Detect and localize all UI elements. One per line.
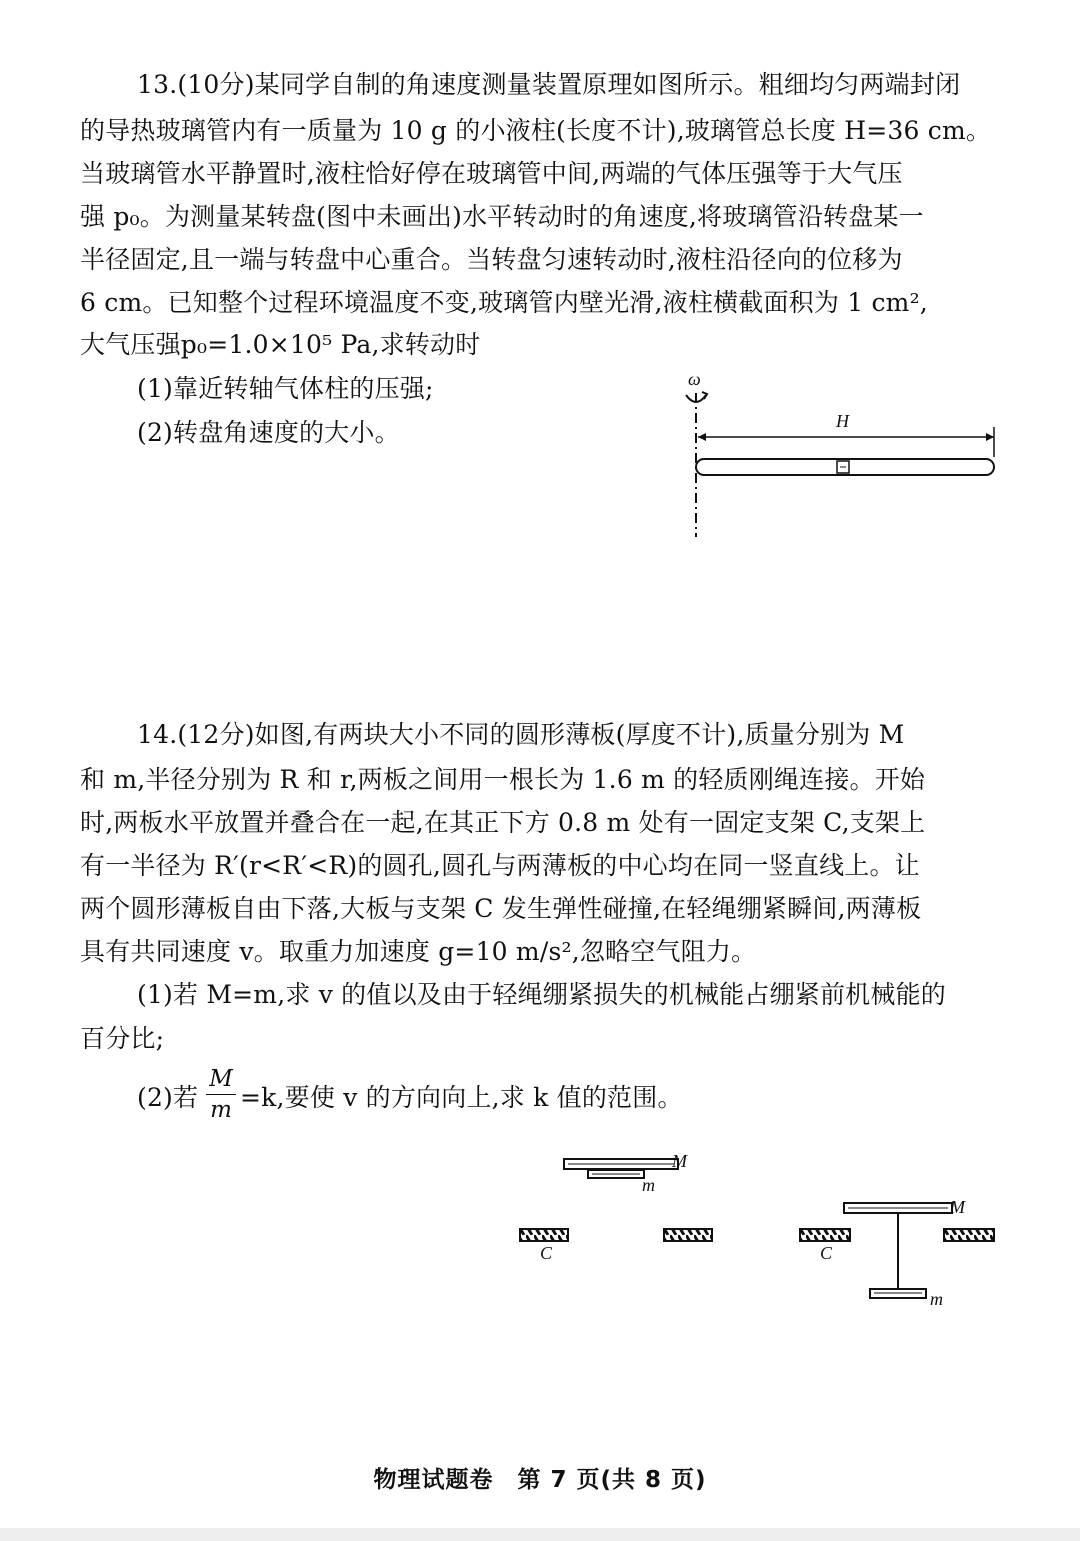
label-C-left: C bbox=[540, 1243, 553, 1263]
q14-sub-2-prefix: (2)若 bbox=[137, 1083, 199, 1112]
scan-edge bbox=[0, 1528, 1080, 1541]
mass-ratio-fraction bbox=[204, 1066, 238, 1123]
q14-line-4: 有一半径为 R′(r<R′<R)的圆孔,圆孔与两薄板的中心均在同一竖直线上。让 bbox=[80, 851, 920, 880]
q13-line-1: 13.(10分)某同学自制的角速度测量装置原理如图所示。粗细均匀两端封闭 bbox=[137, 70, 961, 99]
fraction-denominator: m bbox=[210, 1097, 232, 1123]
support-C-left-b bbox=[664, 1229, 712, 1241]
label-m-left: m bbox=[642, 1175, 655, 1195]
label-M-right: M bbox=[950, 1197, 965, 1217]
q14-line-3: 时,两板水平放置并叠合在一起,在其正下方 0.8 m 处有一固定支架 C,支架上 bbox=[80, 808, 926, 837]
omega-label: ω bbox=[688, 369, 701, 389]
support-C-right-a bbox=[800, 1229, 850, 1241]
q13-line-4: 强 p₀。为测量某转盘(图中未画出)水平转动时的角速度,将玻璃管沿转盘某一 bbox=[80, 202, 924, 231]
q13-line-7: 大气压强p₀=1.0×10⁵ Pa,求转动时 bbox=[80, 330, 481, 359]
label-M-left: M bbox=[672, 1151, 687, 1171]
q13-sub-1: (1)靠近转轴气体柱的压强; bbox=[137, 374, 434, 403]
q14-sub-1-line-1: (1)若 M=m,求 v 的值以及由于轻绳绷紧损失的机械能占绷紧前机械能的 bbox=[137, 980, 946, 1009]
q13-line-2: 的导热玻璃管内有一质量为 10 g 的小液柱(长度不计),玻璃管总长度 H=36 cm。 bbox=[80, 116, 992, 145]
q13-figure bbox=[660, 365, 1010, 545]
q14-sub-2-suffix: =k,要使 v 的方向向上,求 k 值的范围。 bbox=[240, 1083, 683, 1112]
length-label-H: H bbox=[836, 411, 849, 431]
label-C-right: C bbox=[820, 1243, 833, 1263]
q14-line-6: 具有共同速度 v。取重力加速度 g=10 m/s²,忽略空气阻力。 bbox=[80, 937, 757, 966]
support-C-right-b bbox=[944, 1229, 994, 1241]
label-m-right: m bbox=[930, 1289, 943, 1309]
fraction-numerator: M bbox=[209, 1066, 233, 1092]
q13-line-5: 半径固定,且一端与转盘中心重合。当转盘匀速转动时,液柱沿径向的位移为 bbox=[80, 245, 903, 274]
q14-line-5: 两个圆形薄板自由下落,大板与支架 C 发生弹性碰撞,在轻绳绷紧瞬间,两薄板 bbox=[80, 894, 922, 923]
q13-sub-2: (2)转盘角速度的大小。 bbox=[137, 418, 400, 447]
q14-figure bbox=[510, 1145, 1010, 1315]
q14-line-2: 和 m,半径分别为 R 和 r,两板之间用一根长为 1.6 m 的轻质刚绳连接。开始 bbox=[80, 765, 926, 794]
q13-line-3: 当玻璃管水平静置时,液柱恰好停在玻璃管中间,两端的气体压强等于大气压 bbox=[80, 159, 903, 188]
page-footer: 物理试题卷 第 7 页(共 8 页) bbox=[373, 1467, 707, 1493]
q14-sub-1-line-2: 百分比; bbox=[80, 1024, 165, 1053]
q13-line-6: 6 cm。已知整个过程环境温度不变,玻璃管内壁光滑,液柱横截面积为 1 cm², bbox=[80, 288, 928, 317]
support-C-left-a bbox=[520, 1229, 568, 1241]
q14-line-1: 14.(12分)如图,有两块大小不同的圆形薄板(厚度不计),质量分别为 M bbox=[137, 720, 905, 749]
